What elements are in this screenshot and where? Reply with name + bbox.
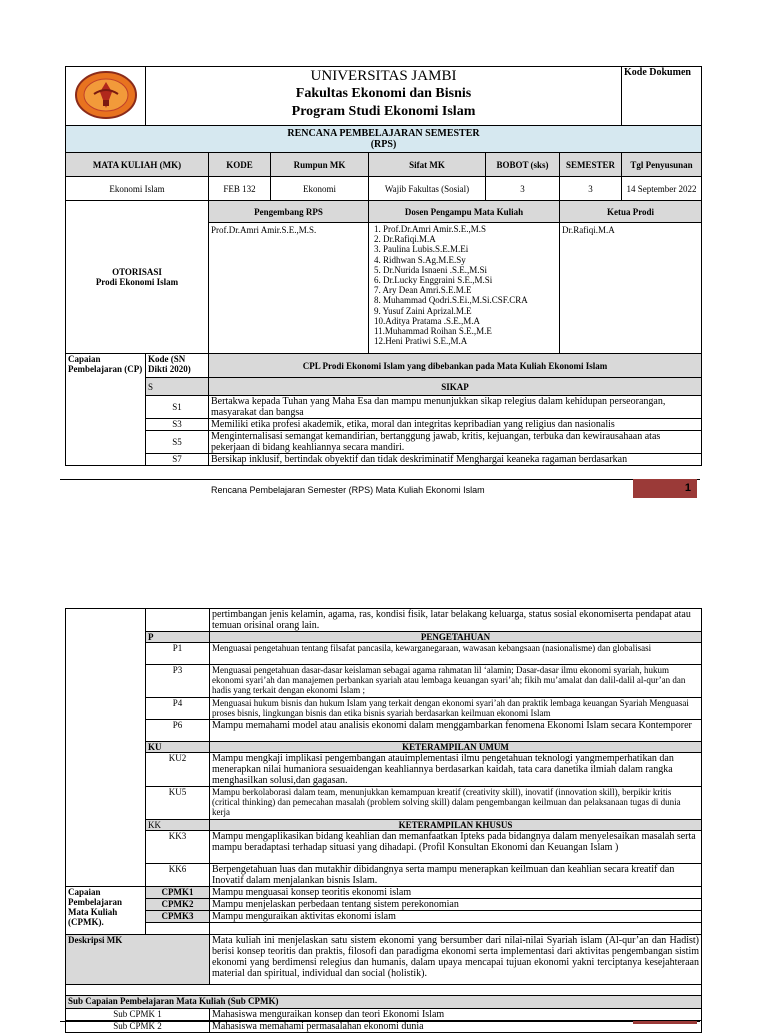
dosen-list [374,224,557,346]
otorisasi-label: OTORISASI [112,267,162,277]
course-bobot: 3 [486,177,560,201]
dosen-item: 6. Dr.Lucky Enggraini S.E.,M.Si [374,275,493,286]
ku5-code: KU5 [146,787,210,820]
footer-rule-page-2 [60,1021,700,1022]
p1-code: P1 [146,643,210,665]
dosen-item: 4. Ridhwan S.Ag.M.E.Sy [374,254,466,265]
sikap-s7-code: S7 [146,454,209,466]
pengetahuan-title: PENGETAHUAN [210,632,702,643]
deskripsi-text: Mata kuliah ini menjelaskan satu sistem ekonomi yang bersumber dari nilai-nilai Syariah islam (Al-qur’an dan Hadist) berisi konsep teoritis dan praktis, filosofi dan paradigma ekonomi serta implementasi dari aktivitas pengembangan sistim ekonomi yang berdimensi relegius dan humanis, dalam upaya mencapai tujuan ekonomi yakni terciptanya kesejahteraan material dan spiritual, individual dan social (holistik). [210,935,702,985]
program-name: Program Studi Ekonomi Islam [291,104,476,119]
rps-title: RENCANA PEMBELAJARAN SEMESTER [287,128,480,139]
doc-code-label: Kode Dokumen [622,67,702,126]
sub-cpmk2-text: Mahasiswa memahami permasalahan ekonomi dunia [210,1021,702,1033]
sikap-s5-text: Menginternalisasi semangat kemandirian, bertanggung jawab, kritis, kejuangan, terbuka dan kewirausahaan atas pekerjaan di bidang keahliannya secara mandiri. [209,431,702,454]
sikap-s1-code: S1 [146,396,209,419]
dosen-item: 2. Dr.Rafiqi.M.A [374,234,436,245]
s7-continued-code [146,609,210,632]
cp-kode-label: Kode (SN Dikti 2020) [146,354,209,378]
dosen-item: 5. Dr.Nurida Isnaeni .S.E.,M.Si [374,264,487,275]
deskripsi-gap [66,985,702,996]
dosen-label: Dosen Pengampu Mata Kuliah [369,201,560,223]
university-logo-icon [74,70,138,120]
dosen-item: 9. Yusuf Zaini Aprizal.M.E [374,305,472,316]
pengembang-name: Prof.Dr.Amri Amir.S.E.,M.S. [209,223,369,354]
footer-text: Rencana Pembelajaran Semester (RPS) Mata Kuliah Ekonomi Islam [211,485,485,495]
col-kode: KODE [209,153,271,177]
p6-code: P6 [146,720,210,742]
rps-page-1 [65,66,702,466]
sikap-title: SIKAP [209,378,702,396]
p4-code: P4 [146,698,210,720]
cp-continued-spacer [66,609,146,887]
p3-text: Menguasai pengetahuan dasar-dasar keislaman sebagai agama rahmatan lil ‘alamin; Dasar-dasar ilmu ekonomi syariah, hukum ekonomi syari’ah dan manajemen perbankan syariah atau lembaga keuangan syari’ah; fikih mu’amalat dan dalil-dalil al-qur’an dan hadis yang terkait dengan ekonomi Islam ; [210,665,702,698]
sub-cpmk1-code: Sub CPMK 1 [66,1009,210,1021]
cpmk-empty-code [146,923,210,935]
rps-page-2 [65,608,702,1033]
khusus-code: KK [146,820,210,831]
ketua-label: Ketua Prodi [560,201,702,223]
sikap-s7-text: Bersikap inklusif, bertindak obyektif dan tidak deskriminatif Menghargai keaneka ragaman berdasarkan [209,454,702,466]
dosen-item: 1. Prof.Dr.Amri Amir.S.E.,M.S [374,224,487,234]
sub-cpmk2-code: Sub CPMK 2 [66,1021,210,1033]
cpmk-label: Capaian Pembelajaran Mata Kuliah (CPMK). [66,887,146,935]
col-bobot: BOBOT (sks) [486,153,560,177]
pengembang-label: Pengembang RPS [209,201,369,223]
otorisasi-cell [66,201,209,354]
sikap-s3-code: S3 [146,419,209,431]
dosen-item: 7. Ary Dean Amri.S.E.M.E [374,285,472,296]
dosen-item: 11.Muhammad Roihan S.E.,M.E [374,326,492,337]
s7-continued-text: pertimbangan jenis kelamin, agama, ras, kondisi fisik, latar belakang keluarga, status sosial ekonomiserta pendapat atau temuan orisinal orang lain. [210,609,702,632]
sikap-s1-text: Bertakwa kepada Tuhan yang Maha Esa dan mampu menunjukkan sikap relegius dalam kehidupan perseorangan, masyarakat dan bangsa [209,396,702,419]
dosen-item: 3. Paulina Lubis.S.E.M.Ei [374,244,469,255]
khusus-title: KETERAMPILAN KHUSUS [210,820,702,831]
course-semester: 3 [560,177,622,201]
kk6-text: Berpengetahuan luas dan mutakhir dibidangnya serta mampu menerapkan keilmuan dan keahlian secara kreatif dan Inovatif dalam menjalankan bisnis Islam. [210,864,702,887]
dosen-item: 8. Muhammad Qodri.S.Ei.,M.Si.CSF.CRA [374,295,528,306]
sub-cpmk1-text: Mahasiswa menguraikan konsep dan teori Ekonomi Islam [210,1009,702,1021]
p3-code: P3 [146,665,210,698]
col-rumpun: Rumpun MK [271,153,369,177]
dosen-list-cell [369,223,560,354]
course-name: Ekonomi Islam [66,177,209,201]
cpmk2-code: CPMK2 [146,899,210,911]
otorisasi-prodi: Prodi Ekonomi Islam [95,277,179,287]
rps-abbr: (RPS) [370,139,397,150]
pengetahuan-code: P [146,632,210,643]
course-date: 14 September 2022 [622,177,702,201]
dosen-item: 10.Aditya Pratama .S.E.,M.A [374,315,480,326]
dosen-item: 12.Heni Pratiwi S.E.,M.A [374,336,468,347]
ku2-code: KU2 [146,753,210,787]
p6-text: Mampu memahami model atau analisis ekonomi dalam menggambarkan fenomena Ekonomi Islam secara Kontemporer [210,720,702,742]
course-sifat: Wajib Fakultas (Sosial) [369,177,486,201]
cpl-title: CPL Prodi Ekonomi Islam yang dibebankan pada Mata Kuliah Ekonomi Islam [209,354,702,378]
cpmk-table [65,886,702,1033]
umum-title: KETERAMPILAN UMUM [210,742,702,753]
cpmk3-code: CPMK3 [146,911,210,923]
cpmk-empty-text [210,923,702,935]
col-sifat: Sifat MK [369,153,486,177]
cp-continued-table [65,608,702,887]
cpmk3-text: Mampu menguraikan aktivitas ekonomi islam [210,911,702,923]
rps-title-cell [66,126,702,153]
sikap-code: S [146,378,209,396]
ku5-text: Mampu berkolaborasi dalam team, menunjukkan kemampuan kreatif (creativity skill), inovatif (innovation skill), berpikir kritis (critical thinking) dan pemecahan masalah (problem solving skill) dalam pengembangan keilmuan dan pelaksanaan tugas di dunia kerja [210,787,702,820]
page-number-badge: 1 [633,479,697,498]
institution-block [146,67,622,126]
sikap-s3-text: Memiliki etika profesi akademik, etika, moral dan integritas kepribadian yang religius dan nasionalis [209,419,702,431]
sikap-s5-code: S5 [146,431,209,454]
p1-text: Menguasai pengetahuan tentang filsafat pancasila, kewarganegaraan, wawasan kebangsaan (nasionalisme) dan globalisasi [210,643,702,665]
ku2-text: Mampu mengkaji implikasi pengembangan atauimplementasi ilmu pengetahuan teknologi yangmemperhatikan dan menerapkan nilai humaniora sesuaidengan keahliannya berdasarkan kaidah, tata cara danetika ilmiah dalam rangka menghasilkan solusi,dan gagasan. [210,753,702,787]
cpmk1-code: CPMK1 [146,887,210,899]
col-tgl: Tgl Penyusunan [622,153,702,177]
footer-rule [60,479,700,480]
university-name: UNIVERSITAS JAMBI [310,68,457,84]
umum-code: KU [146,742,210,753]
p4-text: Menguasai hukum bisnis dan hukum Islam yang terkait dengan ekonomi syari’ah dan praktik lembaga keuangan Syariah Menguasai proses bisnis, lingkungan bisnis dan etika bisnis syariah berdasarkan keilmuan ekonomi Islam [210,698,702,720]
col-semester: SEMESTER [560,153,622,177]
col-mk: MATA KULIAH (MK) [66,153,209,177]
rps-header-table [65,66,702,466]
faculty-name: Fakultas Ekonomi dan Bisnis [295,86,472,101]
cpmk1-text: Mampu menguasai konsep teoritis ekonomi islam [210,887,702,899]
logo-cell [66,67,146,126]
kk3-text: Mampu mengaplikasikan bidang keahlian dan memanfaatkan Ipteks pada bidangnya dalam menyelesaikan masalah serta mampu beradaptasi terhadap situasi yang dihadapi. (Profil Konsultan Ekonomi dan Keuangan Islam ) [210,831,702,864]
deskripsi-label: Deskripsi MK [66,935,210,985]
cp-label: Capaian Pembelajaran (CP) [66,354,146,466]
course-rumpun: Ekonomi [271,177,369,201]
sub-cpmk-title: Sub Capaian Pembelajaran Mata Kuliah (Sub CPMK) [66,996,702,1009]
kk6-code: KK6 [146,864,210,887]
kk3-code: KK3 [146,831,210,864]
ketua-name: Dr.Rafiqi.M.A [560,223,702,354]
cpmk2-text: Mampu menjelaskan perbedaan tentang sistem perekonomian [210,899,702,911]
course-code: FEB 132 [209,177,271,201]
